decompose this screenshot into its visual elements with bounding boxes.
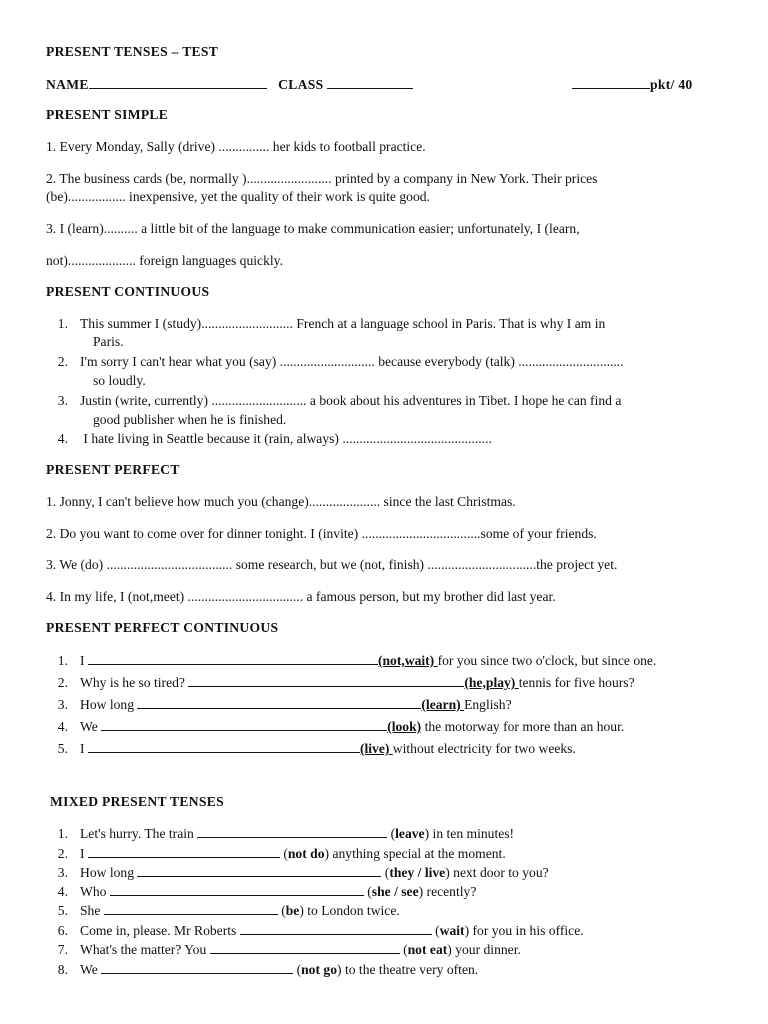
ppc-question-5 bbox=[46, 739, 576, 758]
score-blank[interactable] bbox=[572, 75, 650, 89]
name-blank[interactable] bbox=[89, 75, 267, 89]
mixed-question-4: 4. Who (she / see) recently? bbox=[46, 882, 476, 901]
perfect-question-1: 1. Jonny, I can't believe how much you (change)..................... since the last Christmas. bbox=[46, 494, 516, 509]
item-text: I'm sorry I can't hear what you (say) ............................ because everybody (talk) ............................... bbox=[80, 354, 624, 369]
verb-hint: wait bbox=[439, 923, 465, 938]
score-label: pkt/ 40 bbox=[650, 77, 693, 92]
continuous-question-1-cont: Paris. bbox=[93, 334, 124, 349]
item-rest: your dinner. bbox=[451, 942, 521, 957]
item-rest: in ten minutes! bbox=[429, 826, 515, 841]
answer-blank[interactable] bbox=[88, 844, 280, 858]
item-number: 3. bbox=[57, 393, 68, 408]
verb-hint: not go bbox=[301, 962, 338, 977]
item-number: 7. bbox=[57, 942, 68, 957]
answer-blank[interactable] bbox=[210, 940, 400, 954]
answer-blank[interactable] bbox=[240, 921, 432, 935]
ppc-question-2 bbox=[46, 673, 635, 692]
item-prompt: How long bbox=[80, 697, 134, 712]
verb-hint: leave bbox=[395, 826, 425, 841]
item-prompt: How long bbox=[80, 865, 134, 880]
perfect-question-2: 2. Do you want to come over for dinner tonight. I (invite) ...................................some of your friends. bbox=[46, 526, 597, 541]
page-title: PRESENT TENSES – TEST bbox=[46, 44, 219, 59]
verb-hint: not eat bbox=[407, 942, 448, 957]
mixed-question-8: 8. We (not go) to the theatre very often. bbox=[46, 960, 478, 979]
item-rest: for you since two o'clock, but since one. bbox=[437, 653, 657, 668]
item-text: This summer I (study)........................... French at a language school in Paris. That is why I am in bbox=[80, 316, 606, 331]
simple-question-2-line-1: 2. The business cards (be, normally )......................... printed by a company in New York. Their prices bbox=[46, 171, 598, 186]
item-number: 1. bbox=[57, 826, 68, 841]
item-prompt: What's the matter? You bbox=[80, 942, 207, 957]
item-number: 2. bbox=[57, 846, 68, 861]
item-prompt: Why is he so tired? bbox=[80, 675, 185, 690]
item-rest: next door to you? bbox=[449, 865, 549, 880]
answer-blank[interactable] bbox=[137, 695, 421, 709]
continuous-question-2 bbox=[46, 353, 624, 371]
answer-blank[interactable] bbox=[101, 960, 293, 974]
mixed-question-1: 1. Let's hurry. The train (leave) in ten minutes! bbox=[46, 824, 514, 843]
item-number: 1. bbox=[57, 653, 68, 668]
score-field bbox=[572, 75, 693, 94]
verb-hint: not do bbox=[287, 846, 325, 861]
verb-hint: they / live bbox=[389, 865, 446, 880]
verb-hint: (live) bbox=[359, 741, 393, 756]
mixed-question-3: 3. How long (they / live) next door to you? bbox=[46, 863, 549, 882]
answer-blank[interactable] bbox=[188, 673, 464, 687]
class-blank[interactable] bbox=[327, 75, 413, 89]
answer-blank[interactable] bbox=[101, 717, 387, 731]
item-number: 5. bbox=[57, 903, 68, 918]
answer-blank[interactable] bbox=[88, 739, 360, 753]
ppc-question-1 bbox=[46, 651, 656, 670]
mixed-question-6: 6. Come in, please. Mr Roberts (wait) for you in his office. bbox=[46, 921, 584, 940]
item-rest: anything special at the moment. bbox=[329, 846, 506, 861]
answer-blank[interactable] bbox=[137, 863, 381, 877]
item-prompt: She bbox=[80, 903, 101, 918]
item-number: 8. bbox=[57, 962, 68, 977]
answer-blank[interactable] bbox=[110, 882, 364, 896]
verb-hint: (not,wait) bbox=[377, 653, 438, 668]
mixed-question-7: 7. What's the matter? You (not eat) your dinner. bbox=[46, 940, 521, 959]
class-label: CLASS bbox=[278, 77, 324, 92]
answer-blank[interactable] bbox=[88, 651, 378, 665]
item-rest: tennis for five hours? bbox=[518, 675, 635, 690]
item-number: 4. bbox=[57, 431, 68, 446]
continuous-question-4 bbox=[46, 430, 492, 448]
continuous-question-3 bbox=[46, 392, 621, 410]
item-rest: recently? bbox=[423, 884, 477, 899]
item-text: Justin (write, currently) ............................ a book about his adventures in Tibet. I hope he can find a bbox=[80, 393, 622, 408]
simple-question-3-line-1: 3. I (learn).......... a little bit of the language to make communication easier; unfortunately, I (learn, bbox=[46, 221, 580, 236]
perfect-question-3: 3. We (do) ..................................... some research, but we (not, finish) ................................the project yet. bbox=[46, 557, 618, 572]
item-prompt: I bbox=[80, 846, 85, 861]
item-number: 6. bbox=[57, 923, 68, 938]
mixed-question-5: 5. She (be) to London twice. bbox=[46, 901, 400, 920]
item-number: 3. bbox=[57, 697, 68, 712]
ppc-question-4 bbox=[46, 717, 624, 736]
item-rest: the motorway for more than an hour. bbox=[424, 719, 625, 734]
item-text: I hate living in Seattle because it (rain, always) ............................................ bbox=[80, 431, 492, 446]
item-prompt: Come in, please. Mr Roberts bbox=[80, 923, 237, 938]
name-field-row bbox=[46, 75, 413, 94]
section-heading-present-continuous: PRESENT CONTINUOUS bbox=[46, 284, 210, 299]
section-heading-present-perfect-continuous: PRESENT PERFECT CONTINUOUS bbox=[46, 620, 279, 635]
item-rest: for you in his office. bbox=[469, 923, 584, 938]
section-heading-present-simple: PRESENT SIMPLE bbox=[46, 107, 169, 122]
verb-hint: she / see bbox=[371, 884, 419, 899]
answer-blank[interactable] bbox=[104, 901, 278, 915]
item-number: 4. bbox=[57, 719, 68, 734]
item-prompt: Who bbox=[80, 884, 107, 899]
item-number: 2. bbox=[57, 354, 68, 369]
item-prompt: Let's hurry. The train bbox=[80, 826, 194, 841]
answer-blank[interactable] bbox=[197, 824, 387, 838]
item-number: 3. bbox=[57, 865, 68, 880]
ppc-question-3 bbox=[46, 695, 512, 714]
continuous-question-1 bbox=[46, 315, 605, 333]
item-number: 2. bbox=[57, 675, 68, 690]
item-prompt: We bbox=[80, 719, 98, 734]
simple-question-2-line-2: (be)................. inexpensive, yet the quality of their work is quite good. bbox=[46, 189, 430, 204]
item-prompt: I bbox=[80, 741, 85, 756]
item-number: 4. bbox=[57, 884, 68, 899]
item-rest: to the theatre very often. bbox=[341, 962, 479, 977]
item-number: 1. bbox=[57, 316, 68, 331]
item-prompt: We bbox=[80, 962, 98, 977]
mixed-question-2: 2. I (not do) anything special at the moment. bbox=[46, 844, 506, 863]
name-label: NAME bbox=[46, 77, 89, 92]
section-heading-mixed-present-tenses: MIXED PRESENT TENSES bbox=[50, 794, 224, 809]
continuous-question-3-cont: good publisher when he is finished. bbox=[93, 412, 287, 427]
verb-hint: (learn) bbox=[421, 697, 465, 712]
item-number: 5. bbox=[57, 741, 68, 756]
item-rest: to London twice. bbox=[303, 903, 400, 918]
item-rest: English? bbox=[464, 697, 512, 712]
simple-question-3-line-2: not).................... foreign languages quickly. bbox=[46, 253, 283, 268]
perfect-question-4: 4. In my life, I (not,meet) .................................. a famous person, but my brother did last year. bbox=[46, 589, 556, 604]
verb-hint: (look) bbox=[387, 719, 422, 734]
section-heading-present-perfect: PRESENT PERFECT bbox=[46, 462, 180, 477]
simple-question-1: 1. Every Monday, Sally (drive) ............... her kids to football practice. bbox=[46, 139, 426, 154]
verb-hint: be bbox=[285, 903, 300, 918]
item-rest: without electricity for two weeks. bbox=[392, 741, 576, 756]
verb-hint: (he,play) bbox=[464, 675, 519, 690]
continuous-question-2-cont: so loudly. bbox=[93, 373, 146, 388]
item-prompt: I bbox=[80, 653, 85, 668]
